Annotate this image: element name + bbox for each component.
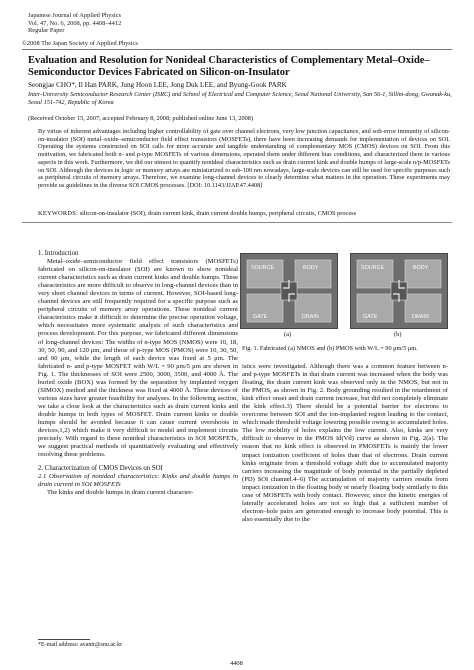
- right-column-paragraph: istics were investigated. Although there was a common feature between n- and p-type MOSFETs in that drain current was increased when the body was floating, the drain current kink was observed only in the NMOS, but not in the PMOS, as shown in Fig. 2. Body grounding resulted in the retardment of kink effect onset and drain current increase, but did not completely eliminate the kink effect.3) There should be a potential barrier for electrons to overcome between SOI and the ion-implanted region leading to the contact, which made threshold voltage lowering possible owing to accumulated holes. The low mobility of holes explains the low current. Also, kinks are very difficult to observe in the PMOS Id(Vd) curve as shown in Fig. 2(a). The reason that no kink effect is observed in PMOSFETs is mainly the lower impact ionization coefficient of holes than that of electrons. Drain current kinks originate from a threshold voltage shift due to accumulated majority carriers increasing the magnitude of body potential in the partially depleted (PD) SOI channel.4–6) The accumulation of majority carriers results from impact ionization in the floating body or nearly floating body similarly to this case of MOSFETs with body contact. However, since the kinetic energies of laterally accelerated holes are not so high that a sufficient number of electron–hole pairs are generated enough to increase body potential. This is also essentially due to the: [242, 363, 448, 523]
- right-column: [242, 363, 448, 524]
- subsection-2-1-heading: 2.1 Observation of nonideal characteristics: Kinks and double humps in drain current in SOI MOSFETs: [38, 473, 238, 489]
- authors: Seongjae CHO*, Il Han PARK, Jung Hoon LEE, Jong Duk LEE, and Byung-Gook PARK: [28, 81, 287, 89]
- keywords-label: KEYWORDS:: [38, 210, 79, 217]
- figure-1b-pmos-image: [350, 253, 448, 329]
- received-dates: (Received October 15, 2007; accepted February 8, 2008; published online June 13, 2008): [28, 115, 254, 122]
- terminal-body-label: BODY: [303, 265, 319, 271]
- paper-title: Evaluation and Resolution for Nonideal Characteristics of Complementary Metal–Oxide–Semiconductor Devices Fabricated on Silicon-on-Insulator: [28, 55, 430, 78]
- intro-paragraph: Metal–oxide–semiconductor field effect transistors (MOSFETs) fabricated on silicon-on-insulator (SOI) are known to show nonideal current characteristics such as drain current kinks and double humps. These characteristics are more difficult to observe in long-channel devices than in very short channel devices in terms of current. However, SOI-based long-channel devices are still frequently required for a specific purpose such as peripheral circuits of memory array operations. These nonideal current characteristics make it difficult to determine the precise operation voltage, which necessitates more systematic analysis of such characteristics and process development. For this purpose, we fabricated different dimensions of long-channel devices: The widths of n-type MOS (NMOS) were 10, 18, 30, 50, 90, and 120 μm, and those of p-type MOS (PMOS) were 10, 30, 50, and 90 μm, while the length of each device was fixed at 5 μm. The fabricated n- and p-type MOSFET with W/L = 90 μm/5 μm are shown in Fig. 1. The thicknesses of SOI were 2500, 3000, 3500, and 4000 Å. The buried oxide (BOX) was formed by the separation by implanted oxygen (SIMOX) method and the thickness was fixed at 4000 Å. These devices of various sizes have greater feasibility for analyses. In the following section, we take a close look at the characteristics such as drain current kinks and double humps in both types of MOSFET. Drain current kinks or double humps should be avoided because it can cause current overshoots in devices,1,2) which make it very difficult to model and implement circuits precisely. With regard to these nonideal characteristics in SOI MOSFETs, we suggest practical methods of quantitatively evaluating and effectively resolving these problems.: [38, 258, 238, 459]
- figure-1b-label: (b): [394, 331, 402, 338]
- terminal-gate-label: GATE: [253, 314, 268, 320]
- keywords-text: silicon-on-insulator (SOI), drain current kink, drain current double humps, peripheral circuits, CMOS process: [79, 210, 357, 217]
- terminal-source-label: SOURCE: [251, 265, 275, 271]
- footnote-rule: [38, 639, 90, 640]
- figure-1-caption: Fig. 1. Fabricated (a) NMOS and (b) PMOS with W/L = 90 μm/5 μm.: [242, 345, 418, 352]
- terminal-drain-label: DRAIN: [302, 314, 319, 320]
- doi-link[interactable]: [DOI: 10.1143/JJAP.47.4408]: [187, 181, 263, 189]
- abstract-rule: [22, 222, 452, 223]
- copyright: ©2008 The Japan Society of Applied Physics: [22, 40, 138, 47]
- header-rule: [22, 49, 452, 50]
- journal-header: [28, 12, 121, 35]
- terminal-body-label: BODY: [413, 265, 429, 271]
- keywords: [38, 210, 450, 217]
- section-2-paragraph: The kinks and double humps in drain current character-: [47, 489, 194, 497]
- journal-name: Japanese Journal of Applied Physics: [28, 12, 122, 19]
- section-2-heading: 2. Characterization of CMOS Devices on SOI: [38, 465, 163, 473]
- abstract: [38, 128, 450, 190]
- journal-volume: Vol. 47, No. 6, 2008, pp. 4408–4412: [28, 19, 122, 27]
- paper-type: Regular Paper: [28, 27, 65, 35]
- figure-1a-label: (a): [284, 331, 292, 338]
- section-1-heading: 1. Introduction: [38, 250, 79, 257]
- figure-1a-nmos-image: [240, 253, 338, 329]
- affiliation: Inter-University Semiconductor Research Center (ISRC) and School of Electrical and Computer Science, Seoul National University, San 56-1, Sillim-dong, Gwanak-ku, Seoul 151-742, Republic of Korea: [28, 91, 452, 106]
- figure-1: [240, 253, 448, 339]
- terminal-source-label: SOURCE: [361, 265, 385, 271]
- left-column: [38, 250, 238, 497]
- page-number: 4408: [230, 660, 243, 667]
- terminal-gate-label: GATE: [363, 314, 378, 320]
- footnote-email: *E-mail address: avantr@snu.ac.kr: [38, 642, 123, 648]
- abstract-text: By virtue of inherent advantages including higher controllability of gate over channel electrons, very low junction capacitance, and soft-error immunity of silicon-on-insulator (SOI) metal–oxide–semiconductor field effect transistors (MOSFETs), there have been increasing demands for implementation of devices on SOI. Operating the systems constructed on SOI calls for more accurate and tangible understanding of complementary MOS (CMOS) devices on SOI. From this motivation, we fabricated both n- and p-type MOSFETs of various dimensions, operated them under different bias conditions, and characterized them in various aspects in this work. Furthermore, we did our utmost to quantify nonideal characteristics such as drain current kink and double humps of large-scale n/p-MOSFETs on SOI. Although the devices in logic or memory arrays are miniaturized to sub-100 nm nowadays, large-scale devices can still be used for specific purposes such as peripheral circuits of memory arrays. Therefore, we examine long-channel devices to clearly determine what matters in the operation. These experiments may provide us guidelines in the diverse SOI CMOS processes.: [38, 128, 450, 189]
- terminal-drain-label: DRAIN: [412, 314, 429, 320]
